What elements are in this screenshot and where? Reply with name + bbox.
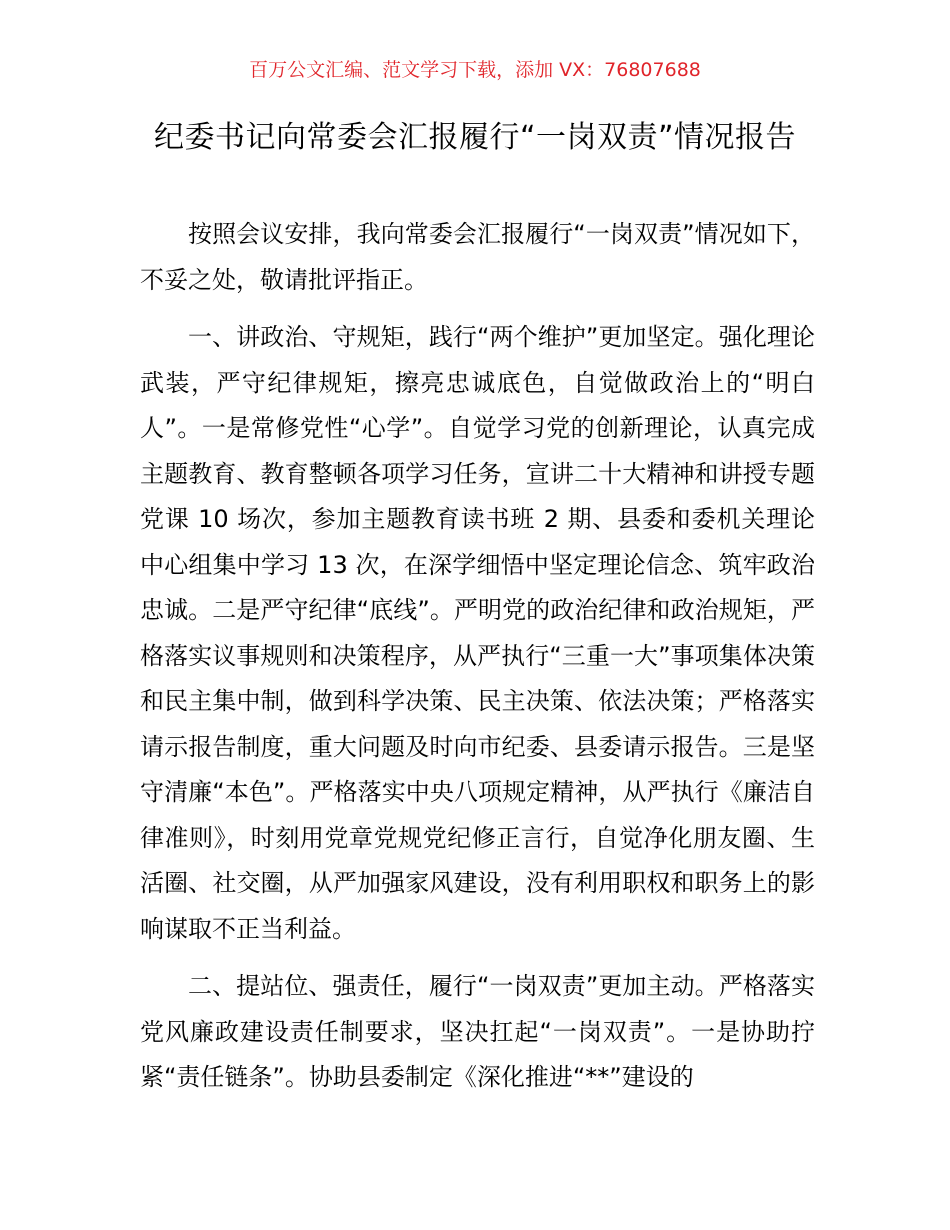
document-title: 纪委书记向常委会汇报履行“一岗双责”情况报告 xyxy=(153,120,797,155)
paragraph-section-one: 一、讲政治、守规矩，践行“两个维护”更加坚定。强化理论武装，严守纪律规矩，擦亮忠诚底色，自觉做政治上的“明白人”。一是常修党性“心学”。自觉学习党的创新理论，认真完成主题教育、教育整顿各项学习任务，宣讲二十大精神和讲授专题党课 10 场次，参加主题教育读书班 2 期、县委和委机关理论中心组集中学习 13 次，在深学细悟中坚定理论信念、筑牢政治忠诚。二是严守纪律“底线”。严明党的政治纪律和政治规矩，严格落实议事规则和决策程序，从严执行“三重一大”事项集体决策和民主集中制，做到科学决策、民主决策、依法决策；严格落实请示报告制度，重大问题及时向市纪委、县委请示报告。三是坚守清廉“本色”。严格落实中央八项规定精神，从严执行《廉洁自律准则》，时刻用党章党规党纪修正言行，自觉净化朋友圈、生活圈、社交圈，从严加强家风建设，没有利用职权和职务上的影响谋取不正当利益。 xyxy=(140,323,815,943)
download-banner: 百万公文汇编、范文学习下载，添加 VX：76807688 xyxy=(249,59,701,81)
paragraph-section-two: 二、提站位、强责任，履行“一岗双责”更加主动。严格落实党风廉政建设责任制要求，坚决扛起“一岗双责”。一是协助拧紧“责任链条”。协助县委制定《深化推进“**”建设的 xyxy=(140,972,815,1091)
paragraph-intro: 按照会议安排，我向常委会汇报履行“一岗双责”情况如下，不妥之处，敬请批评指正。 xyxy=(140,220,815,294)
document-body xyxy=(140,212,815,1113)
